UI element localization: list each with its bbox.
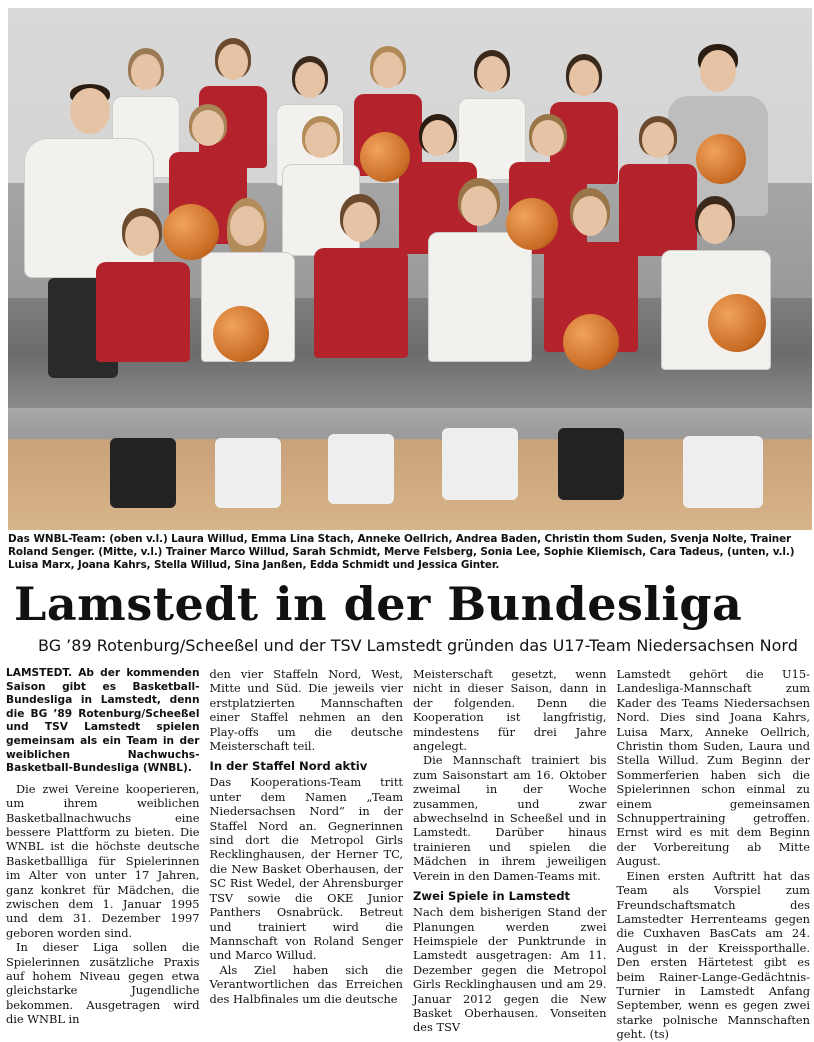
- section-heading: Zwei Spiele in Lamstedt: [413, 889, 571, 904]
- article-column-4: [616, 667, 811, 1042]
- player-figure: [653, 196, 783, 516]
- article-paragraph: Meisterschaft gesetzt, wenn nicht in dieser Saison, dann in der folgenden. Denn die Kooperation ist langfristig, mindestens für drei Jahre angelegt.: [413, 667, 607, 754]
- caption-lead: Das WNBL-Team:: [8, 533, 106, 545]
- section-heading: In der Staffel Nord aktiv: [209, 759, 368, 774]
- article-paragraph: Das Kooperations-Team tritt unter dem Namen „Team Niedersachsen Nord“ in der Staffel Nord an. Gegnerinnen sind dort die Metropol Girls Recklinghausen, der Herner TC, die New Basket Oberhausen, der SC Rist Wedel, der Ahrensburger TSV sowie die OKE Junior Panthers Osnabrück. Betreut und trainiert wird die Mannschaft von Roland Senger und Marco Willud.: [209, 775, 403, 963]
- basketball: [563, 314, 619, 370]
- basketball: [708, 294, 766, 352]
- basketball: [696, 134, 746, 184]
- basketball: [213, 306, 269, 362]
- article-headline: Lamstedt in der Bundesliga: [14, 577, 743, 631]
- player-figure: [306, 194, 416, 514]
- article-column-3: [413, 667, 607, 1035]
- article-paragraph: Lamstedt gehört die U15-Landesliga-Mannschaft zum Kader des Teams Niedersachsen Nord. Dies sind Joana Kahrs, Luisa Marx, Anneke Oellrich, Christin thom Suden, Laura und Stella Willud. Zum Beginn der Sommerferien haben sich die Spielerinnen schon einmal zu einem gemeinsamen Schnuppertraining getroffen. Ernst wird es mit dem Beginn der Vorbereitung ab Mitte August.: [616, 667, 810, 869]
- article-paragraph: den vier Staffeln Nord, West, Mitte und Süd. Die jeweils vier erstplatzierten Mannschaften einer Staffel nehmen an den Play-offs um die deutsche Meisterschaft teil.: [209, 667, 403, 754]
- article-paragraph: In dieser Liga sollen die Spielerinnen zusätzliche Praxis auf hohem Niveau gegen etwa gleichstarke Jugendliche bekommen. Ausgetragen wird die WNBL in: [6, 940, 200, 1027]
- article-column-1: [6, 667, 200, 1027]
- basketball: [506, 198, 558, 250]
- article-paragraph: Die Mannschaft trainiert bis zum Saisonstart am 16. Oktober zweimal in der Woche zusammen, und zwar abwechselnd in Scheeßel und in Lamstedt. Darüber hinaus trainieren und spielen die Mädchen in ihrem jeweiligen Verein in den Damen-Teams mit.: [413, 753, 607, 883]
- article-subheadline: BG ’89 Rotenburg/Scheeßel und der TSV Lamstedt gründen das U17-Team Niedersachsen Nord: [38, 636, 798, 655]
- team-photo: [8, 8, 812, 530]
- article-lead: LAMSTEDT. Ab der kommenden Saison gibt es Basketball-Bundesliga in Lamstedt, denn die BG ’89 Rotenburg/Scheeßel und TSV Lamstedt spielen gemeinsam als ein Team in der weiblichen Nachwuchs-Basketball-Bundesliga (WNBL).: [6, 667, 200, 775]
- article-paragraph: Die zwei Vereine kooperieren, um ihrem weiblichen Basketballnachwuchs eine bessere Plattform zu bieten. Die WNBL ist die höchste deutsche Basketballliga für Spielerinnen im Alter von unter 17 Jahren, ganz konkret für Mädchen, die zwischen dem 1. Januar 1995 und dem 31. Dezember 1997 geboren worden sind.: [6, 781, 200, 940]
- article-body: [6, 667, 810, 1042]
- basketball: [163, 204, 219, 260]
- basketball: [360, 132, 410, 182]
- caption-text: (oben v.l.) Laura Willud, Emma Lina Stach, Anneke Oellrich, Andrea Baden, Christin thom Suden, Svenja Nolte, Trainer Roland Senger. (Mitte, v.l.) Trainer Marco Willud, Sarah Schmidt, Merve Felsberg, Sonia Lee, Sophie Kliemisch, Cara Tadeus, (unten, v.l.) Luisa Marx, Joana Kahrs, Stella Willud, Sina Janßen, Edda Schmidt und Jessica Ginter.: [8, 533, 795, 572]
- photo-caption: [8, 533, 808, 573]
- article-paragraph: Nach dem bisherigen Stand der Planungen werden zwei Heimspiele der Punktrunde in Lamstedt ausgetragen: Am 11. Dezember gegen die Metropol Girls Recklinghausen und am 29. Januar 2012 gegen die New Basket Oberhausen. Vonseiten des TSV: [413, 905, 607, 1035]
- article-paragraph: Einen ersten Auftritt hat das Team als Vorspiel zum Freundschaftsmatch des Lamstedter Herrenteams gegen die Cuxhaven BasCats am 24. August in der Kreissporthalle. Den ersten Härtetest gibt es beim Rainer-Lange-Gedächtnis-Turnier in Lamstedt Anfang September, wenn es gegen zwei starke polnische Mannschaften geht. (ts): [616, 868, 810, 1042]
- article-column-2: [209, 667, 404, 1006]
- article-paragraph: Als Ziel haben sich die Verantwortlichen das Erreichen des Halbfinales um die deutsche: [209, 962, 403, 1006]
